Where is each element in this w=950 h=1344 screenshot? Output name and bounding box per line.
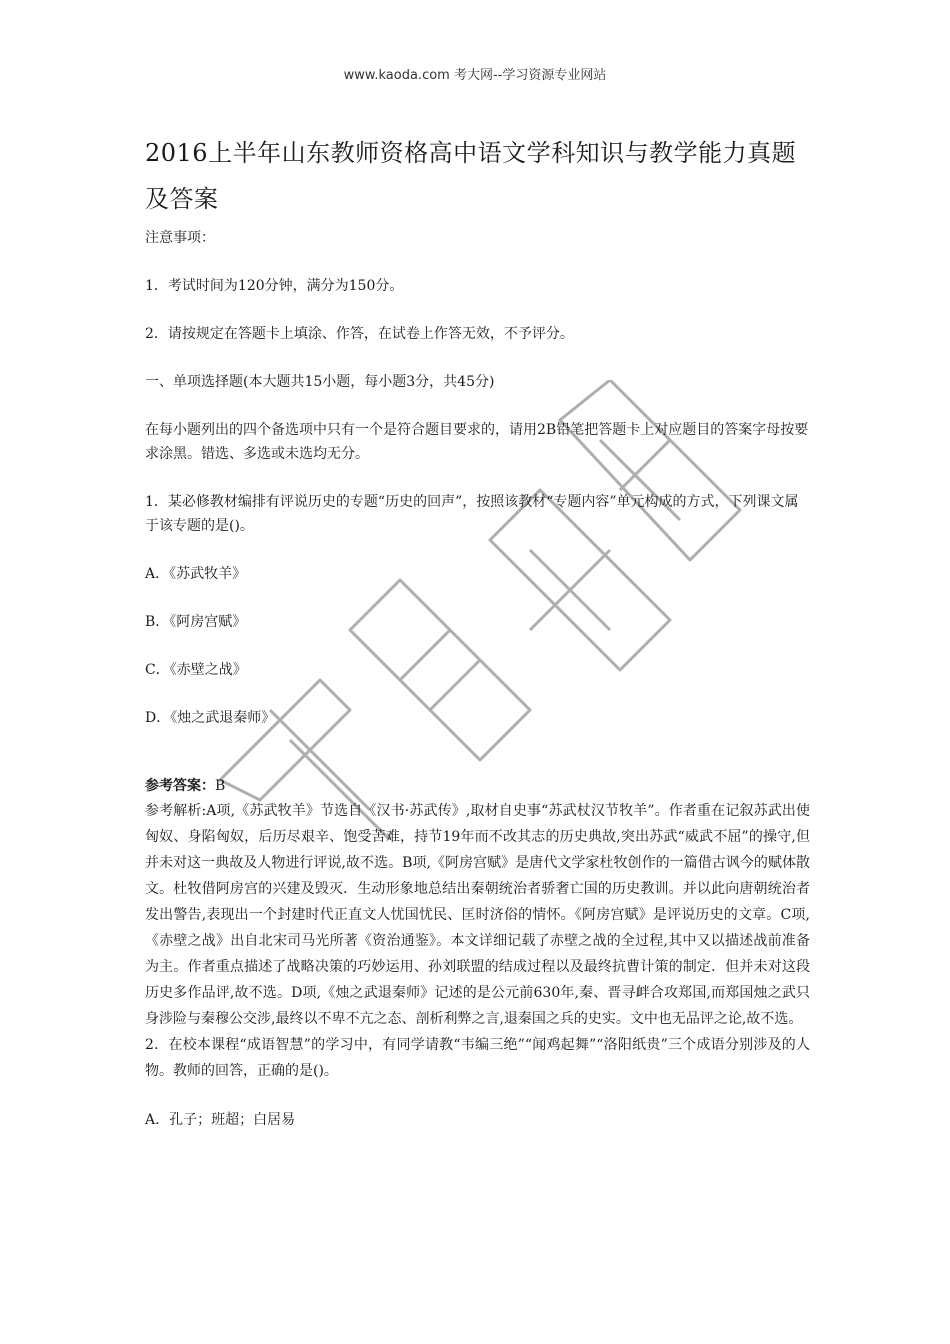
- notice-item-1: 1．考试时间为120分钟，满分为150分。: [145, 278, 404, 294]
- question-2-stem: 2．在校本课程“成语智慧”的学习中，有同学请教“韦编三绝”“闻鸡起舞”“洛阳纸贵”三个成语分别涉及的人物。教师的回答，正确的是()。: [145, 1037, 810, 1079]
- question-1-option-d: D．《烛之武退秦师》: [145, 710, 276, 726]
- question-2-option-a: A．孔子；班超；白居易: [145, 1112, 296, 1128]
- document-content: [145, 130, 810, 1132]
- question-1-option-c: C．《赤壁之战》: [145, 662, 247, 678]
- answer-value: B: [215, 778, 226, 794]
- site-header: www.kaoda.com 考大网--学习资源专业网站: [343, 68, 607, 83]
- question-1-option-a: A．《苏武牧羊》: [145, 566, 247, 582]
- question-1-option-b: B．《阿房宫赋》: [145, 614, 247, 630]
- question-1-stem: 1．某必修教材编排有评说历史的专题“历史的回声”，按照该教材“专题内容”单元构成的方式，下列课文属于该专题的是()。: [145, 494, 799, 534]
- answer-explanation: 参考解析:A项,《苏武牧羊》节选自《汉书·苏武传》,取材自史事“苏武杖汉节牧羊”。作者重在记叙苏武出使匈奴、身陷匈奴，后历尽艰辛、饱受苦难，持节19年而不改其志的历史典故,突出苏武“威武不屈”的操守,但并未对这一典故及人物进行评说,故不选。B项,《阿房宫赋》是唐代文学家杜牧创作的一篇借古讽今的赋体散文。杜牧借阿房宫的兴建及毁灭．生动形象地总结出秦朝统治者骄奢亡国的历史教训。并以此向唐朝统治者发出警告,表现出一个封建时代正直文人忧国忧民、匡时济俗的情怀。《阿房宫赋》是评说历史的文章。C项,《赤壁之战》出自北宋司马光所著《资治通鉴》。本文详细记载了赤壁之战的全过程,其中又以描述战前准备为主。作者重点描述了战略决策的巧妙运用、孙刘联盟的结成过程以及最终抗曹计策的制定．但并未对这段历史多作品评,故不选。D项,《烛之武退秦师》记述的是公元前630年,秦、晋寻衅合攻郑国,而郑国烛之武只身涉险与秦穆公交涉,最终以不卑不亢之态、剖析利弊之言,退秦国之兵的史实。文中也无品评之论,故不选。: [145, 803, 810, 1027]
- page-title: 2016上半年山东教师资格高中语文学科知识与教学能力真题及答案: [145, 139, 797, 213]
- answer-line: [145, 774, 810, 798]
- notice-heading: 注意事项：: [145, 230, 215, 246]
- notice-item-2: 2．请按规定在答题卡上填涂、作答，在试卷上作答无效，不予评分。: [145, 326, 574, 342]
- section-instruction: 在每小题列出的四个备选项中只有一个是符合题目要求的，请用2B铅笔把答题卡上对应题目的答案字母按要求涂黑。错选、多选或未选均无分。: [145, 422, 809, 462]
- answer-label: 参考答案：: [145, 778, 215, 794]
- section-heading: 一、单项选择题(本大题共15小题，每小题3分，共45分): [145, 374, 495, 390]
